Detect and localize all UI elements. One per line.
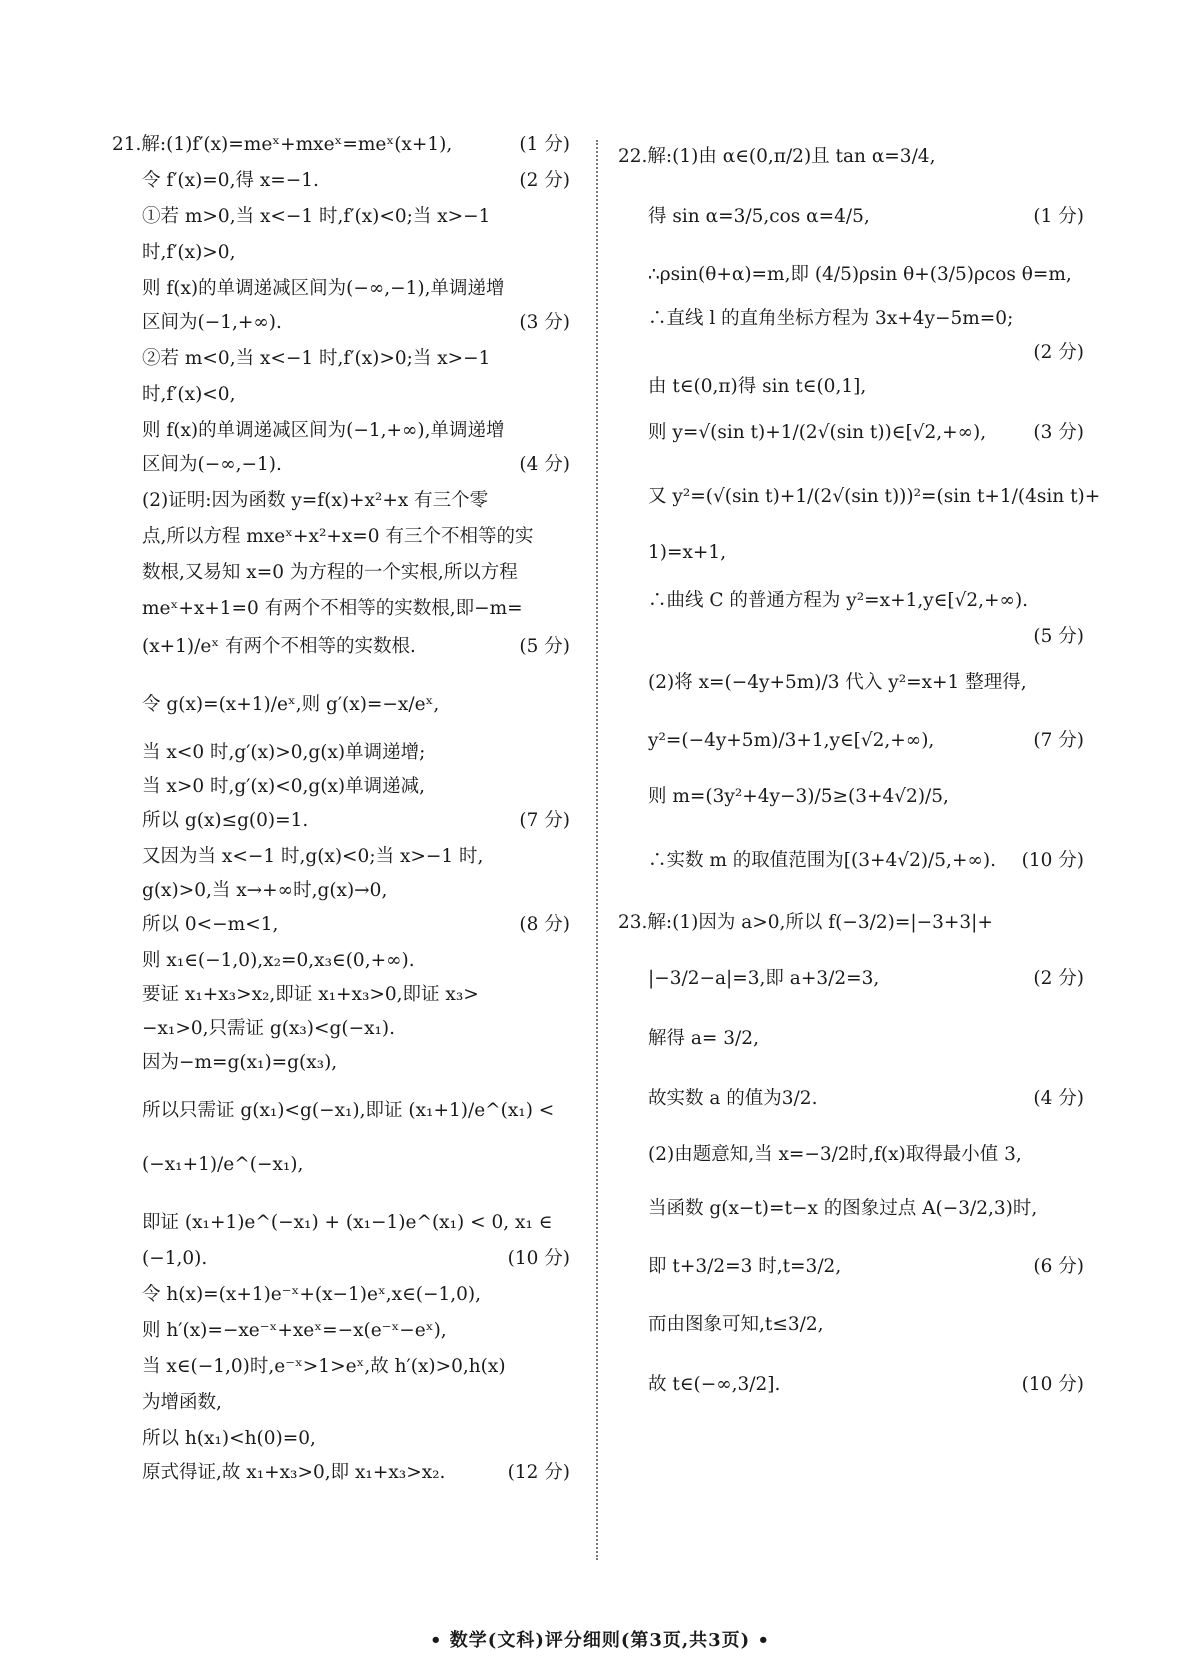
solution-line-text: 由 t∈(0,π)得 sin t∈(0,1], xyxy=(648,376,867,397)
solution-line-text: (2)由题意知,当 x=−3/2时,f(x)取得最小值 3, xyxy=(648,1144,1022,1165)
solution-line xyxy=(112,1051,570,1075)
solution-line-text: 时,f′(x)<0, xyxy=(142,384,236,405)
solution-line xyxy=(112,561,570,585)
solution-line-text: 当 x<0 时,g′(x)>0,g(x)单调递增; xyxy=(142,742,426,763)
score-label: (8 分) xyxy=(519,914,570,935)
solution-line-text: |−3/2−a|=3,即 a+3/2=3, xyxy=(648,968,880,989)
solution-line-text: 21.解:(1)f′(x)=meˣ+mxeˣ=meˣ(x+1), xyxy=(112,134,453,155)
solution-line xyxy=(112,879,570,903)
solution-line-text: ∴ρsin(θ+α)=m,即 (4/5)ρsin θ+(3/5)ρcos θ=m, xyxy=(648,264,1072,285)
solution-line xyxy=(618,263,1084,287)
score-label: (3 分) xyxy=(519,312,570,333)
solution-line xyxy=(618,1197,1084,1221)
solution-line xyxy=(112,1391,570,1415)
solution-line xyxy=(112,949,570,973)
solution-line xyxy=(618,785,1084,809)
solution-line-text: y²=(−4y+5m)/3+1,y∈[√2,+∞), xyxy=(648,730,935,751)
solution-line-text: meˣ+x+1=0 有两个不相等的实数根,即−m= xyxy=(142,598,523,619)
solution-line xyxy=(618,205,1084,229)
solution-line-text: 所以 h(x₁)<h(0)=0, xyxy=(142,1428,316,1449)
solution-line-text: 原式得证,故 x₁+x₃>0,即 x₁+x₃>x₂. xyxy=(142,1462,446,1483)
solution-line-text: 区间为(−∞,−1). xyxy=(142,454,282,475)
score-label: (3 分) xyxy=(1033,422,1084,443)
solution-line-text: ∴实数 m 的取值范围为[(3+4√2)/5,+∞). xyxy=(648,850,996,871)
solution-line-text: 则 h′(x)=−xe⁻ˣ+xeˣ=−x(e⁻ˣ−eˣ), xyxy=(142,1320,447,1341)
solution-line-text: 因为−m=g(x₁)=g(x₃), xyxy=(142,1052,338,1073)
solution-line-text: 所以 g(x)≤g(0)=1. xyxy=(142,810,309,831)
solution-line xyxy=(112,913,570,937)
solution-line xyxy=(112,775,570,799)
solution-line-text: 区间为(−1,+∞). xyxy=(142,312,282,333)
solution-line-text: 又因为当 x<−1 时,g(x)<0;当 x>−1 时, xyxy=(142,846,484,867)
solution-line-text: 要证 x₁+x₃>x₂,即证 x₁+x₃>0,即证 x₃> xyxy=(142,984,479,1005)
score-label: (10 分) xyxy=(1021,1374,1084,1395)
solution-line xyxy=(112,1211,570,1235)
solution-line xyxy=(112,741,570,765)
solution-line-text: 1)=x+1, xyxy=(648,542,727,563)
solution-line xyxy=(112,809,570,833)
solution-line-text: 令 h(x)=(x+1)e⁻ˣ+(x−1)eˣ,x∈(−1,0), xyxy=(142,1284,482,1305)
solution-line xyxy=(112,241,570,265)
solution-line-text: ∴曲线 C 的普通方程为 y²=x+1,y∈[√2,+∞). xyxy=(648,590,1029,611)
solution-line xyxy=(618,849,1084,873)
solution-line-text: 为增函数, xyxy=(142,1392,222,1413)
solution-line-text: 即 t+3/2=3 时,t=3/2, xyxy=(648,1256,842,1277)
solution-line xyxy=(618,1373,1084,1397)
solution-line-text: 则 f(x)的单调递减区间为(−1,+∞),单调递增 xyxy=(142,420,505,441)
solution-line-text: 即证 (x₁+1)e^(−x₁) + (x₁−1)e^(x₁) < 0, x₁ ∈ xyxy=(142,1212,553,1233)
solution-line xyxy=(112,489,570,513)
solution-line-text: 得 sin α=3/5,cos α=4/5, xyxy=(648,206,870,227)
solution-line-text: (2)将 x=(−4y+5m)/3 代入 y²=x+1 整理得, xyxy=(648,672,1027,693)
solution-line xyxy=(618,911,1084,935)
solution-line xyxy=(618,589,1084,613)
solution-line xyxy=(112,205,570,229)
score-label: (4 分) xyxy=(1033,1088,1084,1109)
solution-line-text: 故实数 a 的值为3/2. xyxy=(648,1088,818,1109)
solution-line xyxy=(112,1427,570,1451)
solution-line-text: 而由图象可知,t≤3/2, xyxy=(648,1314,824,1335)
score-label: (10 分) xyxy=(1021,850,1084,871)
solution-line xyxy=(112,693,570,717)
solution-line-text: (−x₁+1)/e^(−x₁), xyxy=(142,1154,304,1175)
solution-line-text: ∴直线 l 的直角坐标方程为 3x+4y−5m=0; xyxy=(648,308,1014,329)
solution-line-text: (2)证明:因为函数 y=f(x)+x²+x 有三个零 xyxy=(142,490,489,511)
solution-line-text: (−1,0). xyxy=(142,1248,208,1269)
solution-line xyxy=(112,597,570,621)
solution-line-text: ②若 m<0,当 x<−1 时,f′(x)>0;当 x>−1 xyxy=(142,348,491,369)
solution-line-text: 解得 a= 3/2, xyxy=(648,1028,759,1049)
score-label: (2 分) xyxy=(1033,968,1084,989)
solution-line xyxy=(618,485,1101,509)
solution-line-text: g(x)>0,当 x→+∞时,g(x)→0, xyxy=(142,880,388,901)
solution-line-text: 令 g(x)=(x+1)/eˣ,则 g′(x)=−x/eˣ, xyxy=(142,694,440,715)
page-footer: • 数学(文科)评分细则(第3页,共3页) • xyxy=(430,1630,770,1651)
solution-line-text: 当 x∈(−1,0)时,e⁻ˣ>1>eˣ,故 h′(x)>0,h(x) xyxy=(142,1356,506,1377)
solution-line-text: 则 f(x)的单调递减区间为(−∞,−1),单调递增 xyxy=(142,278,505,299)
column-divider xyxy=(596,140,598,1560)
solution-line-text: 则 y=√(sin t)+1/(2√(sin t))∈[√2,+∞), xyxy=(648,422,987,443)
solution-line xyxy=(112,1247,570,1271)
solution-line xyxy=(112,383,570,407)
score-label: (4 分) xyxy=(519,454,570,475)
solution-line-text: 所以 0<−m<1, xyxy=(142,914,279,935)
solution-line xyxy=(618,421,1084,445)
solution-line xyxy=(112,635,570,659)
solution-line xyxy=(112,1017,570,1041)
solution-line-text: 所以只需证 g(x₁)<g(−x₁),即证 (x₁+1)/e^(x₁) < xyxy=(142,1100,555,1121)
solution-line xyxy=(112,1153,570,1177)
solution-line-text: 当 x>0 时,g′(x)<0,g(x)单调递减, xyxy=(142,776,426,797)
score-label: (12 分) xyxy=(507,1462,570,1483)
solution-line-text: 数根,又易知 x=0 为方程的一个实根,所以方程 xyxy=(142,562,518,583)
solution-line xyxy=(618,729,1084,753)
solution-line xyxy=(618,375,1084,399)
solution-line xyxy=(112,1319,570,1343)
solution-line-text: (x+1)/eˣ 有两个不相等的实数根. xyxy=(142,636,416,657)
solution-line-text: 当函数 g(x−t)=t−x 的图象过点 A(−3/2,3)时, xyxy=(648,1198,1038,1219)
solution-line xyxy=(112,169,570,193)
solution-line-text: 令 f′(x)=0,得 x=−1. xyxy=(142,170,319,191)
solution-line xyxy=(112,133,570,157)
solution-line-text: 点,所以方程 mxeˣ+x²+x=0 有三个不相等的实 xyxy=(142,526,534,547)
solution-line-text: ①若 m>0,当 x<−1 时,f′(x)<0;当 x>−1 xyxy=(142,206,491,227)
solution-line xyxy=(618,307,1084,331)
solution-line-text: 则 m=(3y²+4y−3)/5≥(3+4√2)/5, xyxy=(648,786,949,807)
score-label: (2 分) xyxy=(519,170,570,191)
solution-line-text: −x₁>0,只需证 g(x₃)<g(−x₁). xyxy=(142,1018,396,1039)
solution-line xyxy=(112,1099,570,1123)
solution-line xyxy=(618,541,1084,565)
solution-line xyxy=(112,453,570,477)
solution-line xyxy=(112,311,570,335)
score-label: (5 分) xyxy=(519,636,570,657)
solution-line xyxy=(112,983,570,1007)
solution-line xyxy=(618,1027,1084,1051)
solution-line-text: 时,f′(x)>0, xyxy=(142,242,236,263)
solution-line xyxy=(618,671,1084,695)
solution-line xyxy=(112,845,570,869)
solution-line xyxy=(618,145,1084,169)
solution-line xyxy=(618,967,1084,991)
solution-line-text: 则 x₁∈(−1,0),x₂=0,x₃∈(0,+∞). xyxy=(142,950,415,971)
solution-line xyxy=(618,1087,1084,1111)
solution-line-text: 故 t∈(−∞,3/2]. xyxy=(648,1374,781,1395)
solution-line xyxy=(112,419,570,443)
solution-line xyxy=(112,1355,570,1379)
solution-line xyxy=(112,277,570,301)
solution-line xyxy=(112,347,570,371)
score-label: (10 分) xyxy=(507,1248,570,1269)
solution-line xyxy=(112,1283,570,1307)
score-label: (2 分) xyxy=(1033,342,1084,363)
score-label: (1 分) xyxy=(519,134,570,155)
score-label: (7 分) xyxy=(519,810,570,831)
solution-line-text: 23.解:(1)因为 a>0,所以 f(−3/2)=|−3+3|+ xyxy=(618,912,993,933)
score-label: (6 分) xyxy=(1033,1256,1084,1277)
solution-line xyxy=(618,1255,1084,1279)
solution-line xyxy=(112,525,570,549)
solution-line-text: 又 y²=(√(sin t)+1/(2√(sin t)))²=(sin t+1/(4sin t)+ xyxy=(648,486,1101,507)
score-label: (7 分) xyxy=(1033,730,1084,751)
solution-line-text: 22.解:(1)由 α∈(0,π/2)且 tan α=3/4, xyxy=(618,146,936,167)
solution-line xyxy=(112,1461,570,1485)
score-label: (1 分) xyxy=(1033,206,1084,227)
solution-line xyxy=(618,1313,1084,1337)
score-label: (5 分) xyxy=(1033,626,1084,647)
solution-line xyxy=(618,1143,1084,1167)
